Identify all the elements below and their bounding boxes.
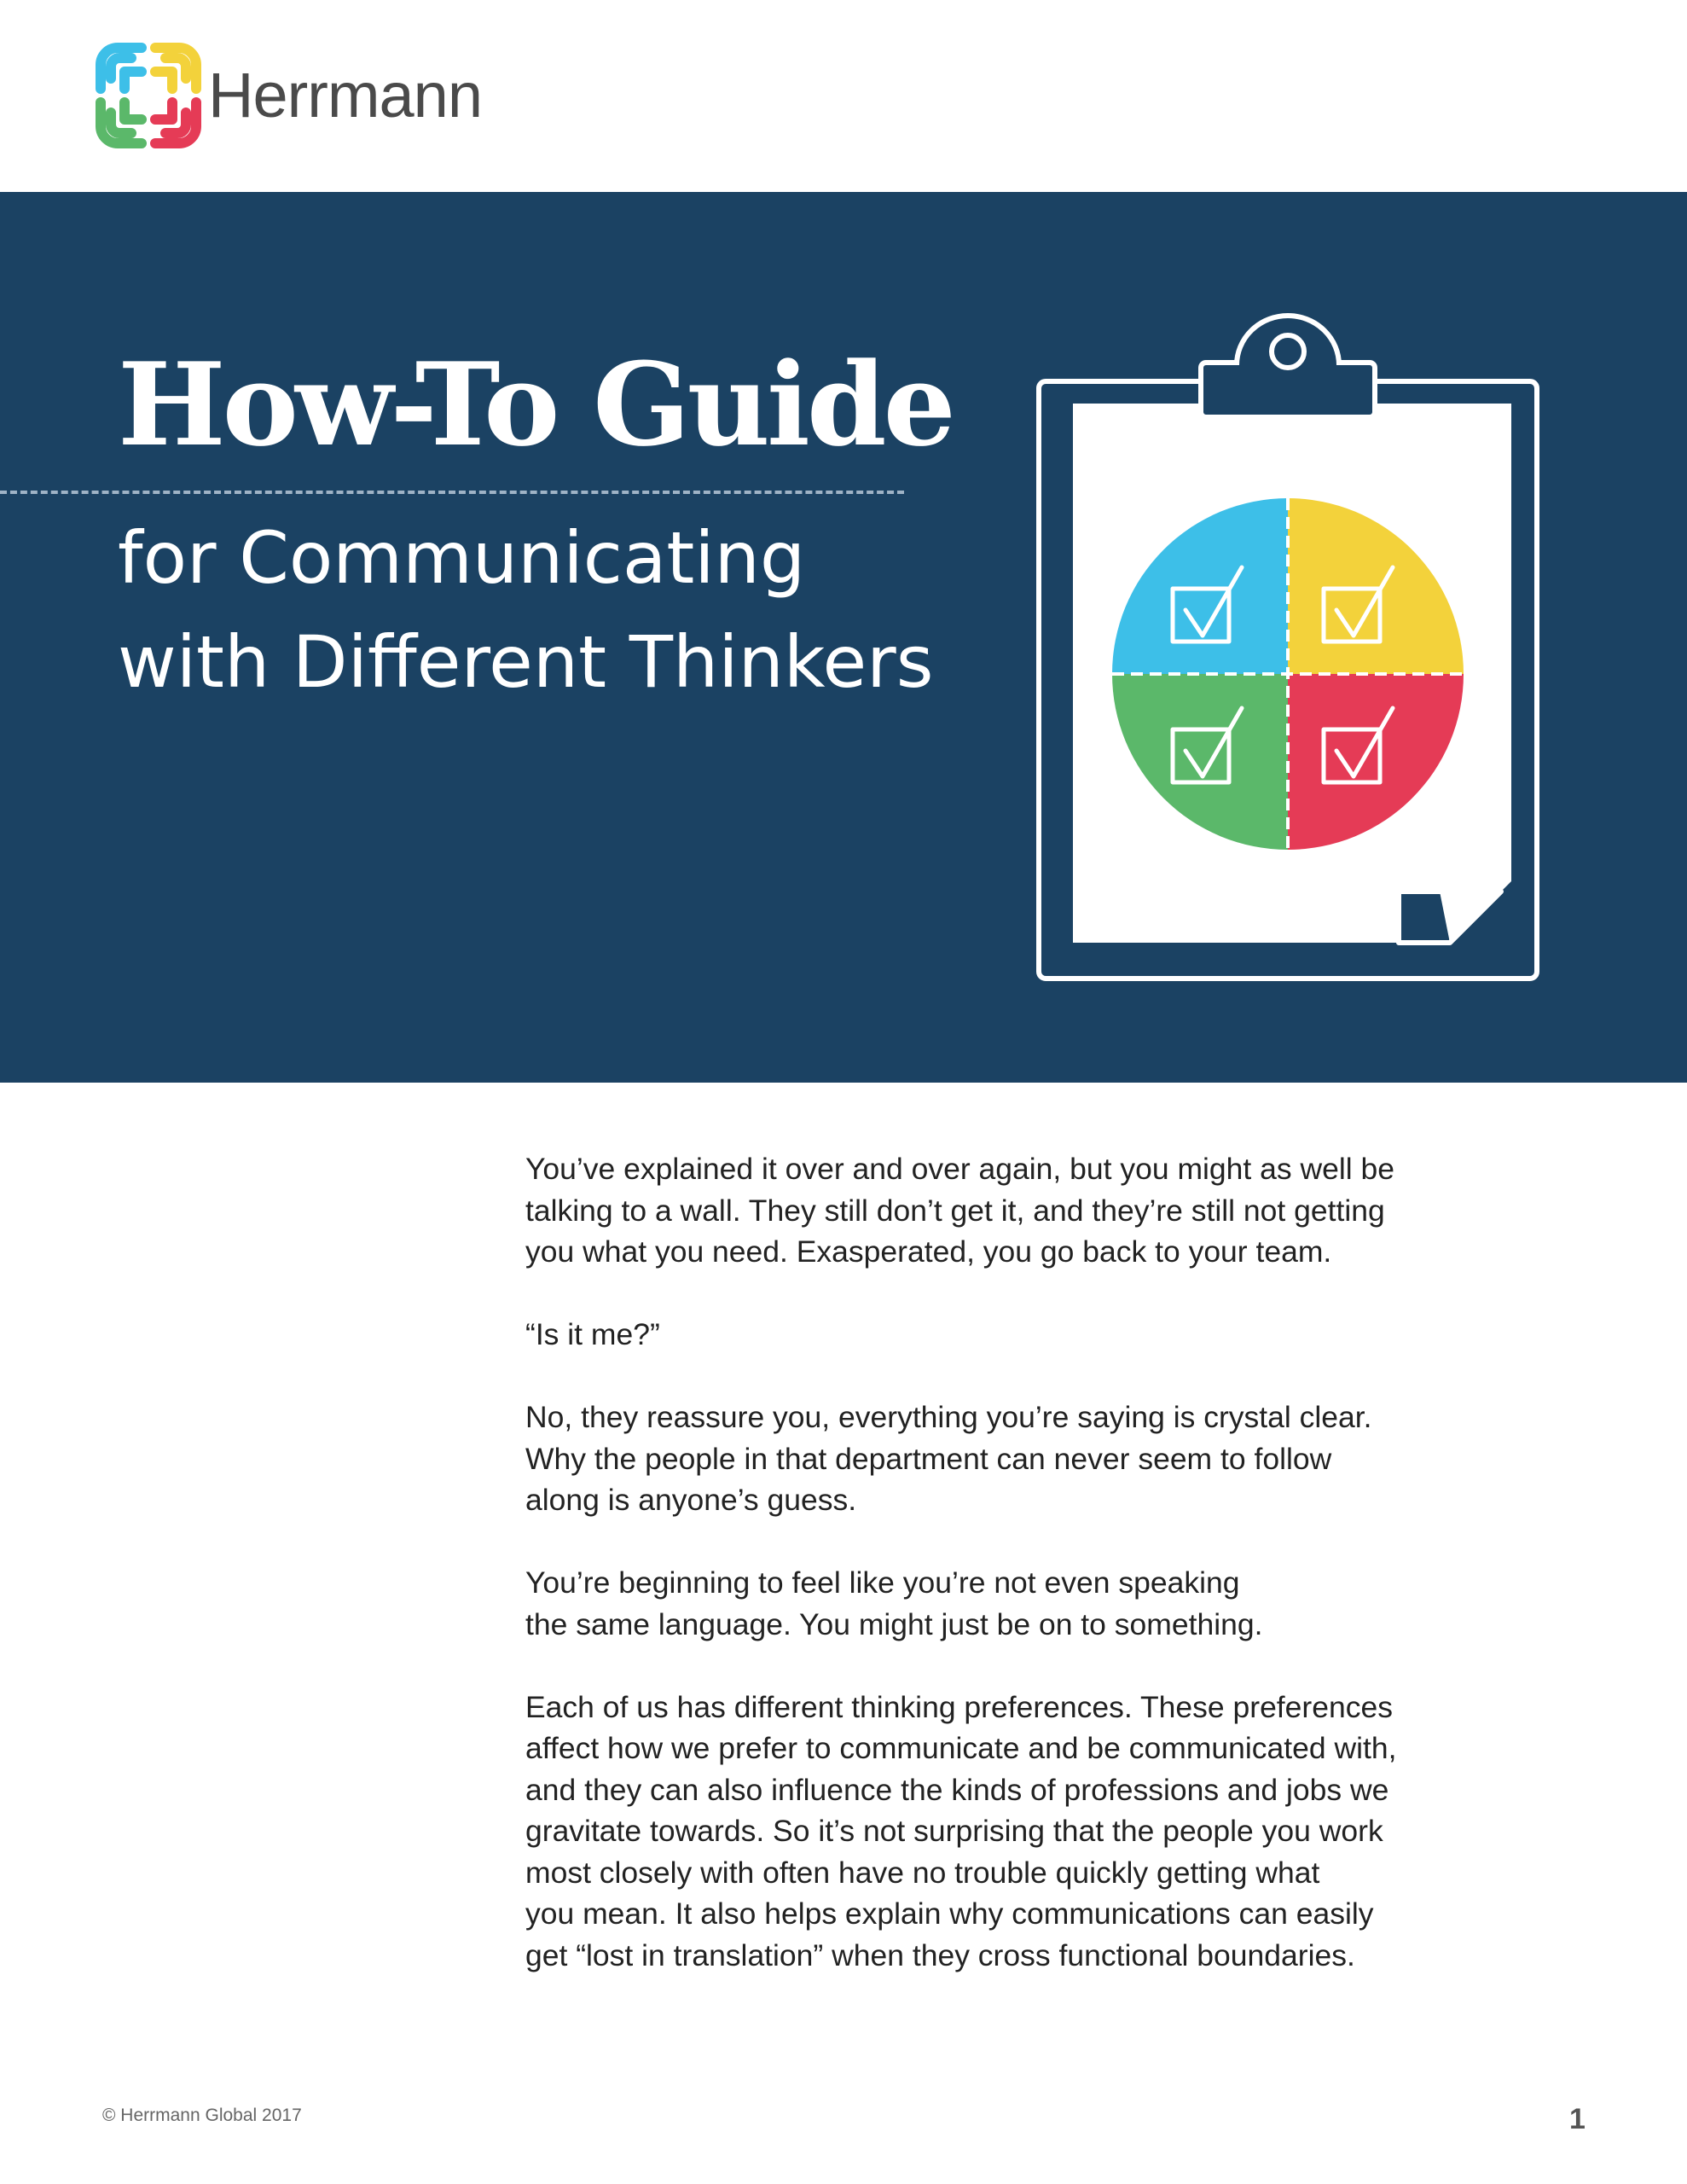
text-line: you what you need. Exasperated, you go back to your team. bbox=[525, 1234, 1332, 1269]
clipboard-checklist-icon bbox=[1032, 311, 1544, 985]
text-line: you mean. It also helps explain why communications can easily bbox=[525, 1896, 1374, 1931]
text-line: Why the people in that department can never seem to follow bbox=[525, 1441, 1332, 1476]
subtitle-line: with Different Thinkers bbox=[118, 620, 934, 704]
text-line: the same language. You might just be on to something. bbox=[525, 1606, 1263, 1641]
paragraph bbox=[525, 1314, 1506, 1356]
herrmann-logo bbox=[92, 39, 482, 152]
hero-banner bbox=[0, 192, 1687, 1083]
text-line: You’re beginning to feel like you’re not even speaking bbox=[525, 1565, 1240, 1600]
brand-name: Herrmann bbox=[208, 60, 482, 131]
page-title: How-To Guide bbox=[118, 337, 953, 472]
text-line: talking to a wall. They still don’t get it, and they’re still not getting bbox=[525, 1193, 1385, 1228]
paragraph bbox=[525, 1687, 1506, 1977]
text-line: affect how we prefer to communicate and be communicated with, bbox=[525, 1731, 1397, 1765]
text-line: along is anyone’s guess. bbox=[525, 1483, 857, 1517]
text-line: and they can also influence the kinds of professions and jobs we bbox=[525, 1772, 1389, 1807]
paragraph bbox=[525, 1397, 1506, 1521]
subtitle-line: for Communicating bbox=[118, 516, 806, 600]
text-line: Each of us has different thinking preferences. These preferences bbox=[525, 1689, 1393, 1724]
text-line: gravitate towards. So it’s not surprising that the people you work bbox=[525, 1814, 1383, 1848]
page-number: 1 bbox=[1569, 2103, 1586, 2135]
text-line: “Is it me?” bbox=[525, 1317, 660, 1351]
text-line: No, they reassure you, everything you’re saying is crystal clear. bbox=[525, 1400, 1372, 1434]
text-line: You’ve explained it over and over again, but you might as well be bbox=[525, 1152, 1394, 1186]
page-subtitle bbox=[118, 506, 933, 714]
copyright-notice: © Herrmann Global 2017 bbox=[102, 2106, 302, 2125]
text-line: most closely with often have no trouble quickly getting what bbox=[525, 1855, 1320, 1890]
paragraph bbox=[525, 1148, 1506, 1273]
intro-text bbox=[525, 1148, 1506, 2018]
dashed-divider bbox=[0, 491, 904, 494]
herrmann-logo-icon bbox=[92, 39, 205, 152]
text-line: get “lost in translation” when they cross functional boundaries. bbox=[525, 1937, 1355, 1972]
paragraph bbox=[525, 1562, 1506, 1645]
quadrant-pie bbox=[1112, 498, 1464, 850]
